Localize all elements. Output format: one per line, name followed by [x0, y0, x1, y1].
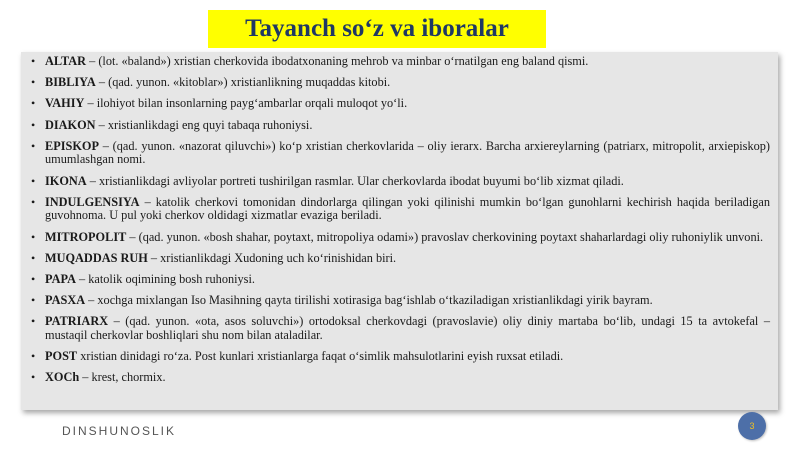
bullet-icon: •: [31, 349, 36, 364]
term-name: PATRIARX: [45, 314, 109, 329]
term-definition: xristian dinidagi ro‘za. Post kunlari xristianlarga faqat o‘simlik mahsulotlarini eyish ruxsat etiladi.: [77, 349, 564, 364]
terms-panel: [21, 52, 778, 410]
term-item-post: [31, 350, 770, 364]
term-name: VAHIY: [45, 96, 85, 111]
bullet-icon: •: [31, 173, 36, 188]
title-banner: [208, 10, 546, 48]
term-item-vahiy: [31, 97, 770, 111]
page-number-badge: [738, 412, 766, 440]
term-item-muqaddas-ruh: [31, 252, 770, 266]
term-definition: – xochga mixlangan Iso Masihning qayta tirilishi xotirasiga bag‘ishlab o‘tkaziladigan xristianlikdagi yirik bayram.: [85, 293, 653, 308]
term-definition: – (qad. yunon. «nazorat qiluvchi») ko‘p xristian cherkovlarida – oliy ierarx. Barcha arxiereylarning (patriarx, mitropolit, arxiepiskop) umumlashgan nomi.: [45, 138, 770, 167]
term-definition: – krest, chormix.: [79, 370, 166, 385]
term-item-ikona: [31, 175, 770, 189]
term-name: MITROPOLIT: [45, 229, 127, 244]
bullet-icon: •: [31, 194, 36, 209]
term-definition: – katolik cherkovi tomonidan dindorlarga qilingan yoki qilinishi mumkin bo‘lgan gunohlarni kechirish haqida beriladigan guvohnoma. U pul yoki cherkov oldidagi xizmatlar evaziga beriladi.: [45, 194, 770, 223]
term-definition: – xristianlikdagi eng quyi tabaqa ruhoniysi.: [95, 117, 313, 132]
term-item-diakon: [31, 119, 770, 133]
term-definition: – (qad. yunon. «ota, asos soluvchi») ortodoksal cherkovdagi (pravoslavie) oliy diniy martaba bo‘lib, undagi 15 ta avtokefal – mustaqil cherkovlar boshliqlari shu nom bilan ataladilar.: [45, 314, 770, 342]
terms-list: [31, 55, 770, 385]
bullet-icon: •: [31, 250, 36, 265]
term-name: XOCh: [45, 370, 80, 385]
term-definition: – xristianlikdagi Xudoning uch ko‘rinishidan biri.: [147, 250, 397, 265]
term-name: ALTAR: [45, 54, 87, 68]
page-number: 3: [749, 421, 755, 431]
term-definition: – (qad. yunon. «bosh shahar, poytaxt, mitropoliya odami») pravoslav cherkovining poytaxt shaharlardagi oliy ruhoniylik unvoni.: [126, 229, 764, 244]
term-name: INDULGENSIYA: [45, 194, 140, 209]
footer-label: DINSHUNOSLIK: [62, 424, 177, 438]
bullet-icon: •: [31, 293, 36, 308]
slide-title: Tayanch so‘z va iboralar: [245, 15, 509, 42]
bullet-icon: •: [31, 314, 36, 329]
term-item-indulgensiya: [31, 196, 770, 223]
term-definition: – katolik oqimining bosh ruhoniysi.: [75, 271, 255, 286]
bullet-icon: •: [31, 54, 36, 68]
term-item-episkop: [31, 140, 770, 167]
term-item-papa: [31, 273, 770, 287]
term-name: POST: [45, 349, 78, 364]
bullet-icon: •: [31, 138, 36, 153]
term-name: DIAKON: [45, 117, 96, 132]
bullet-icon: •: [31, 117, 36, 132]
term-name: BIBLIYA: [45, 75, 96, 90]
term-item-bibliya: [31, 76, 770, 90]
term-item-xoch: [31, 371, 770, 385]
term-definition: – ilohiyot bilan insonlarning payg‘ambarlar orqali muloqot yo‘li.: [84, 96, 408, 111]
term-item-altar: [31, 55, 770, 69]
term-item-patriarx: [31, 315, 770, 342]
bullet-icon: •: [31, 75, 36, 90]
term-definition: – (qad. yunon. «kitoblar») xristianlikning muqaddas kitobi.: [95, 75, 391, 90]
bullet-icon: •: [31, 229, 36, 244]
term-item-mitropolit: [31, 231, 770, 245]
term-item-pasxa: [31, 294, 770, 308]
term-name: PAPA: [45, 271, 76, 286]
term-definition: – (lot. «baland») xristian cherkovida ibodatxonaning mehrob va minbar o‘rnatilgan eng baland qismi.: [86, 54, 589, 68]
bullet-icon: •: [31, 370, 36, 385]
bullet-icon: •: [31, 96, 36, 111]
term-name: IKONA: [45, 173, 87, 188]
bullet-icon: •: [31, 271, 36, 286]
term-name: EPISKOP: [45, 138, 99, 153]
term-name: PASXA: [45, 293, 86, 308]
term-definition: – xristianlikdagi avliyolar portreti tushirilgan rasmlar. Ular cherkovlarda ibodat buyumi bo‘lib xizmat qiladi.: [86, 173, 624, 188]
term-name: MUQADDAS RUH: [45, 250, 148, 265]
